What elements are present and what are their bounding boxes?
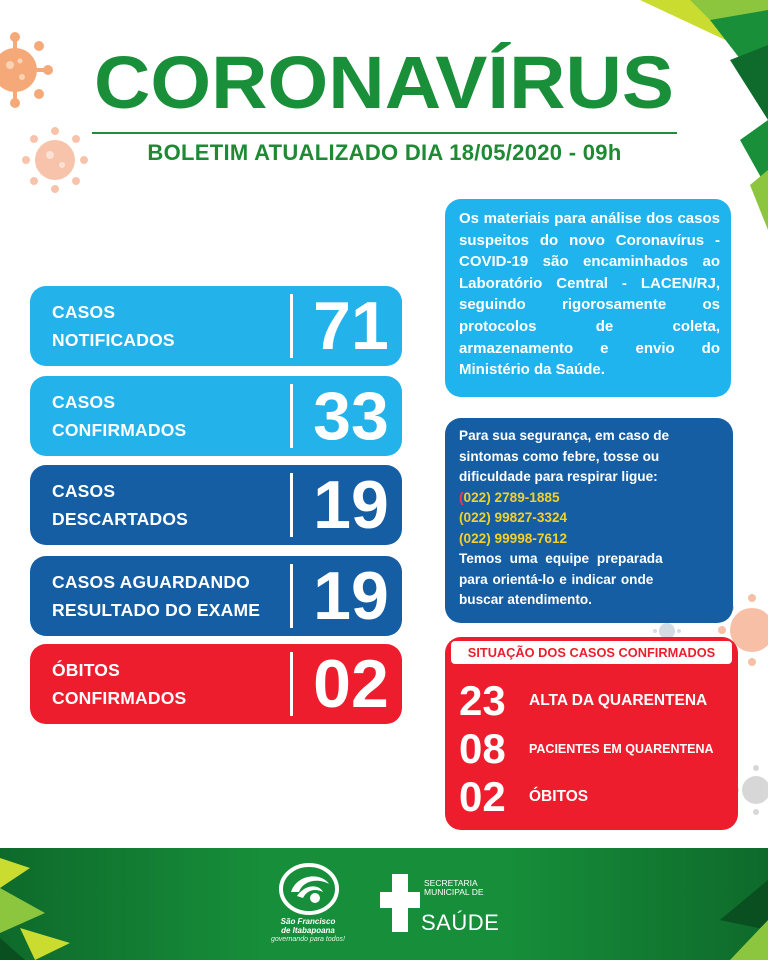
safety-text: Temos uma equipe preparada bbox=[459, 551, 663, 566]
stat-card-notified bbox=[30, 286, 402, 366]
safety-text: buscar atendimento. bbox=[459, 592, 592, 607]
situation-value: 02 bbox=[459, 773, 506, 820]
footer-triangles-decoration bbox=[0, 848, 110, 960]
stat-divider bbox=[290, 564, 293, 628]
secretaria-label: SECRETARIA MUNICIPAL DE bbox=[424, 878, 484, 897]
page-title bbox=[0, 30, 768, 130]
saude-label: SAÚDE bbox=[421, 910, 500, 935]
municipality-logo-icon bbox=[279, 862, 339, 916]
municipality-logo-text: São Francisco de Itabapoana governando para todos! bbox=[271, 917, 345, 943]
stat-divider bbox=[290, 652, 293, 716]
title-divider bbox=[92, 132, 677, 134]
stat-value: 19 bbox=[313, 467, 389, 543]
stat-label: ÓBITOS bbox=[52, 660, 120, 680]
confirmed-situation-box bbox=[445, 637, 738, 830]
phone-number: (022) 99998-7612 bbox=[459, 530, 568, 546]
virus-decoration-icon bbox=[20, 125, 90, 195]
situation-label: ÓBITOS bbox=[529, 788, 589, 805]
footer-triangles-decoration bbox=[690, 880, 768, 960]
stat-label: CASOS bbox=[52, 481, 116, 501]
phone-number: (022) 99827-3324 bbox=[459, 510, 568, 525]
safety-contact-box bbox=[445, 418, 733, 623]
phone-number: (022) 2789-1885 bbox=[459, 489, 560, 505]
safety-text: dificuldade para respirar ligue: bbox=[459, 469, 658, 484]
stat-label: DESCARTADOS bbox=[52, 509, 189, 529]
stat-divider bbox=[290, 384, 293, 448]
stat-label: CONFIRMADOS bbox=[52, 688, 187, 708]
stat-value: 33 bbox=[313, 378, 389, 454]
stat-card-discarded bbox=[30, 465, 402, 545]
stat-label: NOTIFICADOS bbox=[52, 330, 175, 350]
lab-info-text: Os materiais para análise dos casos suspeitos do novo Coronavírus - COVID-19 são encaminhados ao Laboratório Central - LACEN/RJ, seguindo rigorosamente os protocolos de coleta, armazenamento e envio do Ministério da Saúde. bbox=[459, 210, 720, 379]
stat-card-confirmed bbox=[30, 376, 402, 456]
situation-value: 08 bbox=[459, 725, 506, 772]
situation-header: SITUAÇÃO DOS CASOS CONFIRMADOS bbox=[451, 641, 732, 664]
title-text: CORONAVÍRUS bbox=[94, 41, 674, 124]
stat-divider bbox=[290, 294, 293, 358]
stat-label: CASOS bbox=[52, 392, 116, 412]
stat-label: CASOS AGUARDANDO bbox=[52, 572, 250, 592]
stat-label: CASOS bbox=[52, 302, 116, 322]
stat-value: 71 bbox=[313, 288, 389, 364]
situation-label: PACIENTES EM QUARENTENA bbox=[529, 742, 714, 756]
lab-info-box bbox=[445, 199, 731, 397]
health-cross-icon bbox=[378, 872, 422, 934]
stat-label: CONFIRMADOS bbox=[52, 420, 187, 440]
stat-divider bbox=[290, 473, 293, 537]
situation-value: 23 bbox=[459, 677, 506, 724]
safety-text: Para sua segurança, em caso de bbox=[459, 428, 670, 443]
stat-card-awaiting bbox=[30, 556, 402, 636]
stat-value: 02 bbox=[313, 646, 389, 722]
safety-text: para orientá-lo e indicar onde bbox=[459, 571, 654, 587]
situation-label: ALTA DA QUARENTENA bbox=[529, 692, 708, 709]
stat-label: RESULTADO DO EXAME bbox=[52, 600, 261, 620]
stat-card-deaths bbox=[30, 644, 402, 724]
safety-text: sintomas como febre, tosse ou bbox=[459, 448, 660, 464]
bulletin-date: BOLETIM ATUALIZADO DIA 18/05/2020 - 09h bbox=[147, 140, 622, 165]
stat-value: 19 bbox=[313, 558, 389, 634]
